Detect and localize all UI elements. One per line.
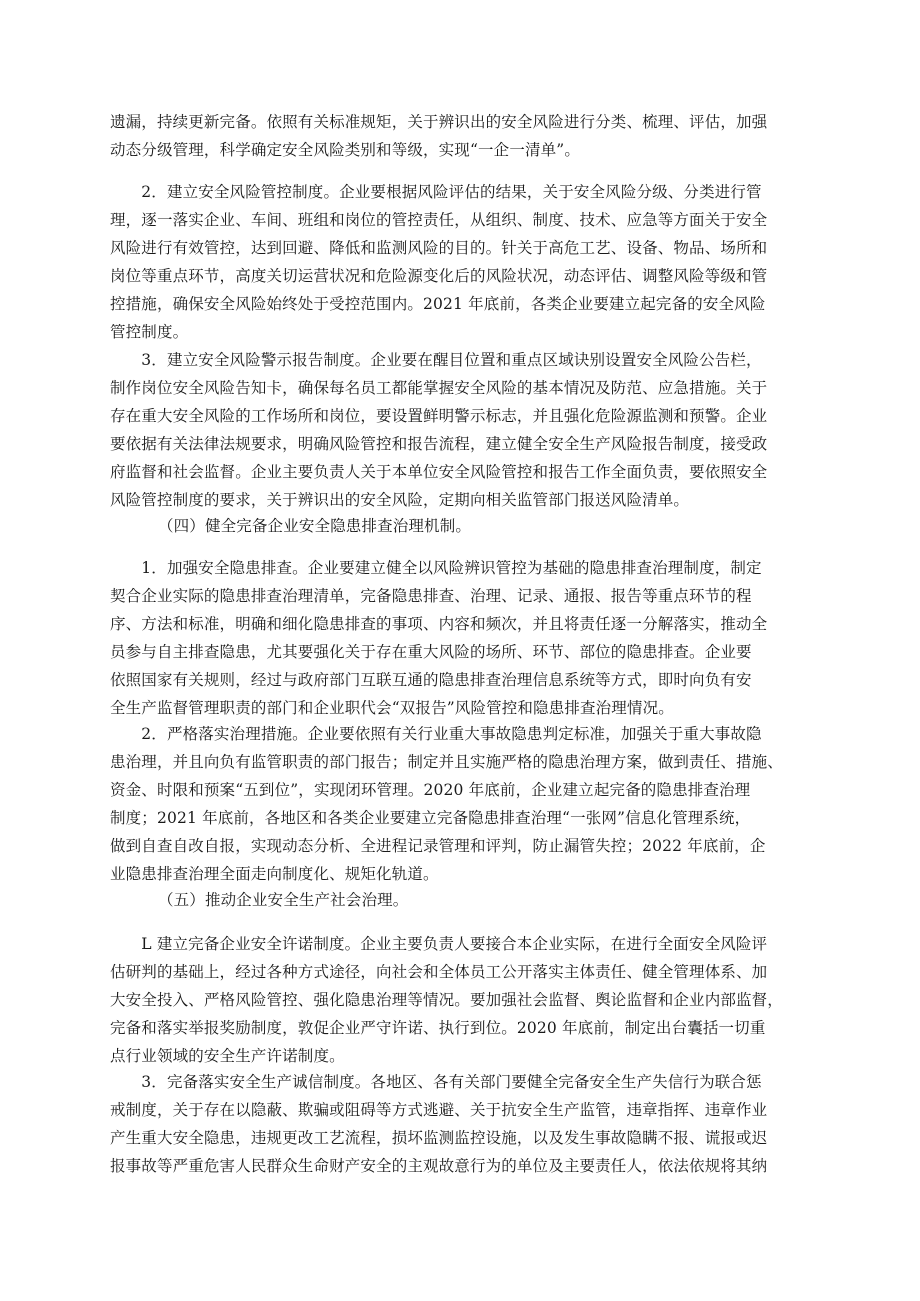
text-line: 契合企业实际的隐患排查治理清单，完备隐患排查、治理、记录、通报、报告等重点环节的程 (110, 587, 752, 605)
text-line: 患治理，并且向负有监管职责的部门报告；制定并且实施严格的隐患治理方案，做到责任、措施、 (110, 753, 783, 771)
paragraph-risk-control-system (110, 178, 822, 346)
section-heading-5 (110, 886, 822, 914)
text-line: L 建立完备企业安全许诺制度。企业主要负责人要接合本企业实际，在进行全面安全风险评 (110, 935, 768, 953)
text-line: 大安全投入、严格风险管控、强化隐患治理等情况。要加强社会监督、舆论监督和企业内部监督， (110, 991, 783, 1009)
text-line: 理，逐一落实企业、车间、班组和岗位的管控责任，从组织、制度、技术、应急等方面关于安全 (110, 211, 768, 229)
text-line: 戒制度，关于存在以隐蔽、欺骗或阻碍等方式逃避、关于抗安全生产监管，违章指挥、违章作业 (110, 1101, 768, 1119)
paragraph-risk-warning-report (110, 346, 822, 514)
heading-text: （五）推动企业安全生产社会治理。 (158, 891, 409, 909)
paragraph-risk-identification-continued (110, 108, 822, 164)
paragraph-integrity-system (110, 1068, 822, 1180)
text-line: 序、方法和标准，明确和细化隐患排查的事项、内容和频次，并且将责任逐一分解落实，推动全 (110, 615, 768, 633)
text-line: 制度；2021 年底前，各地区和各类企业要建立完备隐患排查治理“一张网”信息化管理系统， (110, 809, 751, 827)
text-line: 业隐患排查治理全面走向制度化、规矩化轨道。 (110, 865, 439, 883)
text-line: 依照国家有关规则，经过与政府部门互联互通的隐患排查治理信息系统等方式，即时向负有安 (110, 671, 752, 689)
text-line: 3．完备落实安全生产诚信制度。各地区、各有关部门要健全完备安全生产失信行为联合惩 (110, 1073, 762, 1091)
text-line: 遗漏，持续更新完备。依照有关标准规矩，关于辨识出的安全风险进行分类、梳理、评估，加强 (110, 113, 768, 131)
paragraph-governance-measures (110, 720, 822, 888)
text-line: 资金、时限和预案“五到位”，实现闭环管理。2020 年底前，企业建立起完备的隐患排查治理 (110, 781, 751, 799)
text-line: 报事故等严重危害人民群众生命财产安全的主观故意行为的单位及主要责任人，依法依规将其纳 (110, 1157, 768, 1175)
text-line: 存在重大安全风险的工作场所和岗位，要设置鲜明警示标志，并且强化危险源监测和预警。企业 (110, 407, 768, 425)
text-line: 员参与自主排查隐患，尤其要强化关于存在重大风险的场所、环节、部位的隐患排查。企业要 (110, 643, 752, 661)
text-line: 岗位等重点环节，高度关切运营状况和危险源变化后的风险状况，动态评估、调整风险等级和管 (110, 267, 768, 285)
section-heading-4 (110, 512, 822, 540)
text-line: 风险管控制度的要求，关于辨识出的安全风险，定期向相关监管部门报送风险清单。 (110, 491, 690, 509)
text-line: 做到自查自改自报，实现动态分析、全进程记录管理和评判，防止漏管失控；2022 年底前，企 (110, 837, 766, 855)
text-line: 府监督和社会监督。企业主要负责人关于本单位安全风险管控和报告工作全面负责，要依照安全 (110, 463, 768, 481)
text-line: 风险进行有效管控，达到回避、降低和监测风险的目的。针关于高危工艺、设备、物品、场所和 (110, 239, 768, 257)
text-line: 动态分级管理，科学确定安全风险类别和等级，实现“一企一清单”。 (110, 141, 581, 159)
heading-text: （四）健全完备企业安全隐患排查治理机制。 (158, 517, 472, 535)
text-line: 控措施，确保安全风险始终处于受控范围内。2021 年底前，各类企业要建立起完备的安全风险 (110, 295, 766, 313)
text-line: 管控制度。 (110, 323, 189, 341)
paragraph-hazard-inspection (110, 554, 822, 722)
text-line: 产生重大安全隐患，违规更改工艺流程，损坏监测监控设施，以及发生事故隐瞒不报、谎报或迟 (110, 1129, 768, 1147)
text-line: 全生产监督管理职责的部门和企业职代会“双报告”风险管控和隐患排查治理情况。 (110, 699, 674, 717)
text-line: 要依据有关法律法规要求，明确风险管控和报告流程，建立健全安全生产风险报告制度，接受政 (110, 435, 768, 453)
text-line: 1．加强安全隐患排查。企业要建立健全以风险辨识管控为基础的隐患排查治理制度，制定 (110, 559, 762, 577)
text-line: 估研判的基础上，经过各种方式途径，向社会和全体员工公开落实主体责任、健全管理体系、加 (110, 963, 768, 981)
text-line: 点行业领域的安全生产许诺制度。 (110, 1047, 345, 1065)
text-line: 2．建立安全风险管控制度。企业要根据风险评估的结果，关于安全风险分级、分类进行管 (110, 183, 762, 201)
text-line: 2．严格落实治理措施。企业要依照有关行业重大事故隐患判定标准，加强关于重大事故隐 (110, 725, 762, 743)
text-line: 制作岗位安全风险告知卡，确保每名员工都能掌握安全风险的基本情况及防范、应急措施。关于 (110, 379, 768, 397)
text-line: 完备和落实举报奖励制度，敦促企业严守许诺、执行到位。2020 年底前，制定出台囊括一切重 (110, 1019, 766, 1037)
text-line: 3．建立安全风险警示报告制度。企业要在醒目位置和重点区域诀别设置安全风险公告栏， (110, 351, 762, 369)
paragraph-safety-commitment (110, 930, 822, 1070)
